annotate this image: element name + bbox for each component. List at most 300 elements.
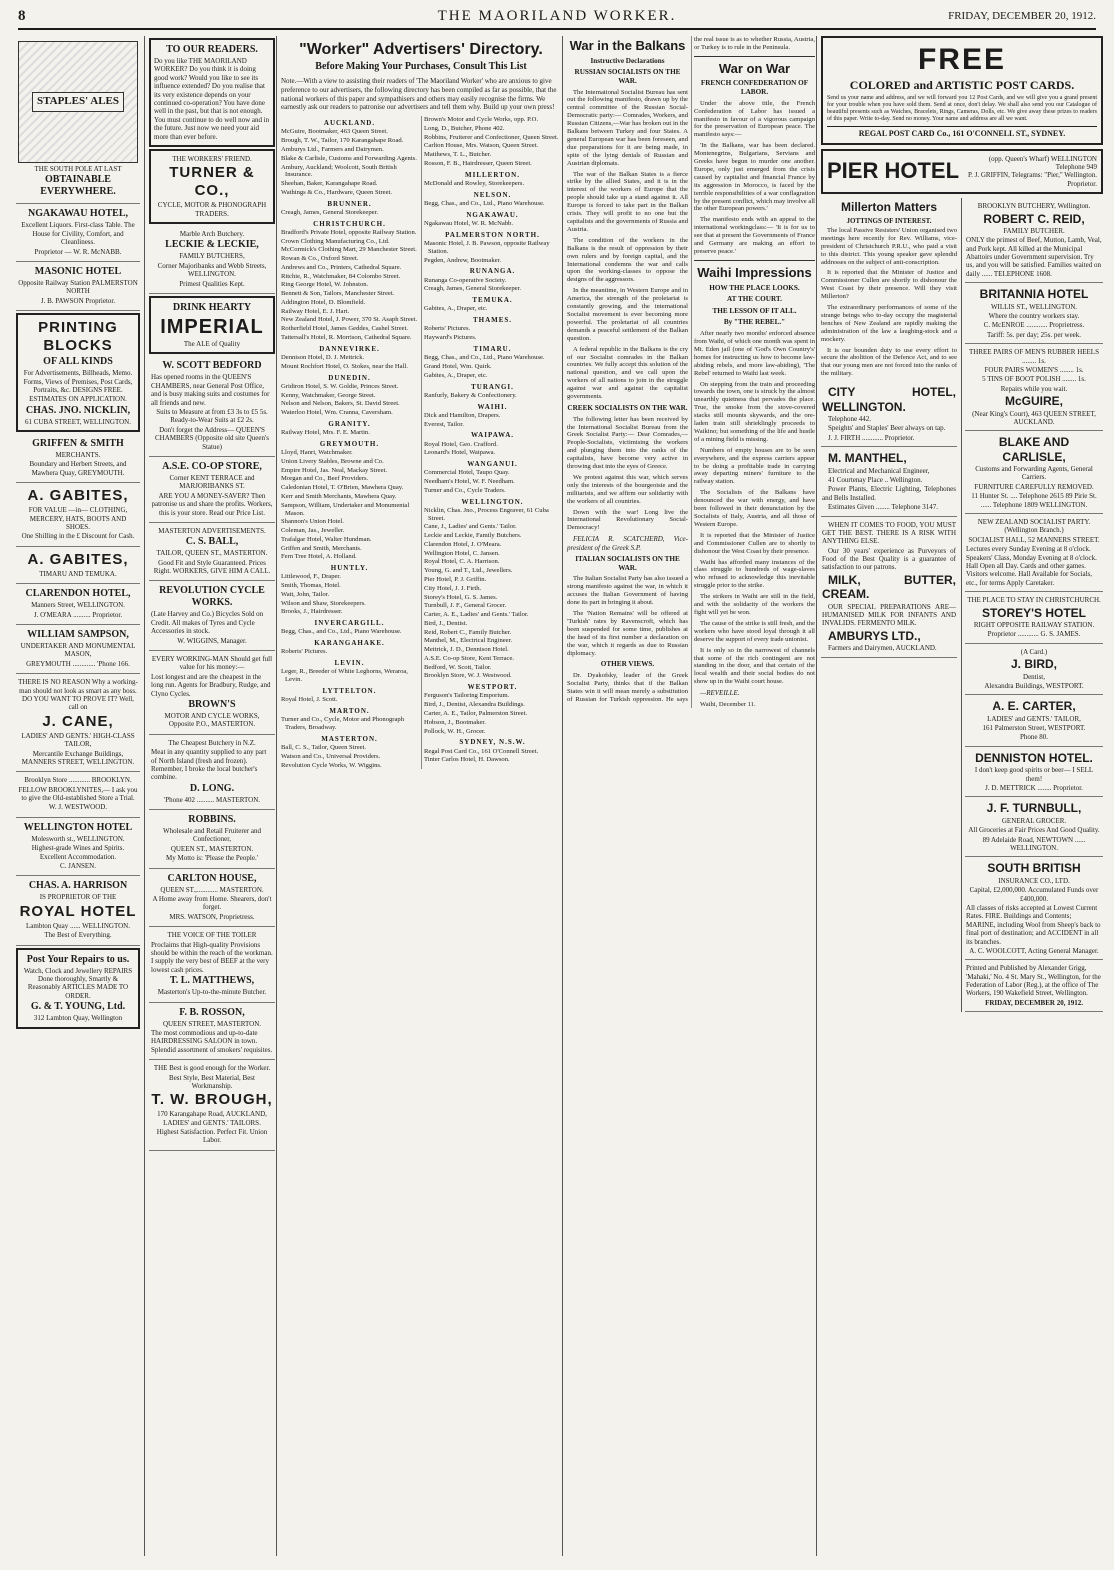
amburys-name: AMBURYS LTD., xyxy=(828,628,921,643)
directory-town-heading: TEMUKA. xyxy=(472,296,513,305)
article-paragraph: Waihi has afforded many instances of the class struggle to hundreds of wage-slaves who refused to acknowledge this inevitable struggle prior to the strike. xyxy=(694,558,815,590)
leckie-butchery-ad xyxy=(149,226,275,294)
article-paragraph: 'In the Balkans, war has been declared. Montenegrins, Bulgarians, Servians and Greeks have begun to murder one another. Europe, only just emerged from the crisis caused by capitalist and financial France by its aggression in Morocco, is faced by the terrible responsibilities of a war conflagration by the present conflict, which may involve all the other European powers.' xyxy=(694,142,815,213)
newspaper-title: THE MAORILAND WORKER. xyxy=(437,8,677,24)
blake-name: BLAKE AND CARLISLE, xyxy=(998,435,1070,464)
wellington-hotel-address: Molesworth st., WELLINGTON. xyxy=(31,834,125,843)
long-name: D. LONG. xyxy=(189,782,235,794)
directory-entry: Nelson and Nelson, Bakers, St. David Street. xyxy=(281,400,400,408)
westwood-store-ad xyxy=(16,772,140,818)
directory-entry: Empire Hotel, Jas. Neal, Mackay Street. xyxy=(281,466,388,474)
directory-entry: Revolution Cycle Works, W. Wiggins. xyxy=(281,761,382,769)
directory-entry: McDonald and Rowley, Storekeepers. xyxy=(424,180,525,188)
bedford-tailor-ad xyxy=(149,356,275,457)
waronwar-paragraphs xyxy=(694,100,815,256)
directory-entry: Union Livery Stables, Browne and Co. xyxy=(281,457,384,465)
browns-motor-ad xyxy=(149,651,275,735)
directory-town-heading: INVERCARGILL. xyxy=(314,619,385,628)
directory-entry: Wathings & Co., Hardware, Queen Street. xyxy=(281,188,392,196)
carlton-name: CARLTON HOUSE, xyxy=(167,872,257,884)
article-paragraph: The Socialists of the Balkans have denounced the war with energy, and have been followed in their denunciation by the Socialists of Italy, Austria, and all those of Western Europe. xyxy=(694,489,815,528)
rosson-text: The most commodious and up-to-date HAIRDRESSING SALOON in town. Splendid assortment of smokers' requisites. xyxy=(151,1028,273,1054)
britannia-prop: C. McENROE ............ Proprietress. xyxy=(983,321,1085,330)
directory-entry: Railway Hotel, Mrs. F. E. Martin. xyxy=(281,429,370,437)
balkans-paragraphs xyxy=(567,89,688,401)
brough-text: Best Style, Best Material, Best Workmanship. xyxy=(169,1073,255,1090)
free-headline: FREE xyxy=(917,43,1006,76)
bird-name: J. BIRD, xyxy=(1011,657,1058,672)
directory-entry: Roberts' Pictures. xyxy=(424,325,471,333)
articles-column xyxy=(562,36,815,1556)
leckie-address: Corner Majoribanks and Webb Streets, WELLINGTON. xyxy=(157,261,267,279)
directory-town-heading: CHRISTCHURCH. xyxy=(313,219,386,228)
waihi-byline: By "THE REBEL." xyxy=(723,318,786,327)
amburys-milk: MILK, BUTTER, CREAM. xyxy=(822,572,957,602)
socialist-text: Lectures every Sunday Evening at 8 o'clock. Speakers' Class, Monday Evening at 8 o'clock. Hall Open all Day. Cards and other games. Visitors welcome. Hall Available for Socials, etc., for terms Apply Caretaker. xyxy=(966,545,1097,587)
directory-entry: Littlewood, F., Draper. xyxy=(281,573,341,581)
article-paragraph: The Italian Socialist Party has also issued a strong manifesto against the war, in which it accuses the Italian Government of having done its part in bringing it about. xyxy=(567,575,688,607)
socialist-party-ad xyxy=(965,514,1103,592)
balkans-article xyxy=(567,36,815,708)
turner-co-ad xyxy=(149,149,275,224)
brough-tailor-ad xyxy=(149,1060,275,1151)
brough-lead: THE Best is good enough for the Worker. xyxy=(153,1064,271,1073)
article-paragraph: It is our bounden duty to use every effort to secure the abolition of the Defence Act, and to see that our young men are not forced into the ranks of the military. xyxy=(821,346,958,378)
directory-entry: Brooks, J., Hairdresser. xyxy=(281,608,343,616)
amburys-text: Our 30 years' experience as Purveyors of Food of the Best Quality is a guarantee of satisfaction to our patrons. xyxy=(822,546,957,572)
directory-entry: Manthel, M., Electrical Engineer. xyxy=(424,637,513,645)
repairs-name: G. & T. YOUNG, Ltd. xyxy=(30,1001,126,1013)
directory-entry: Watt, John, Tailor. xyxy=(281,590,330,598)
directory-entry: Gridiron Hotel, S. W. Goldie, Princes Street. xyxy=(281,382,399,390)
wiggins-name: REVOLUTION CYCLE WORKS. xyxy=(159,585,265,609)
balkans-sub3: CREEK SOCIALISTS ON THE WAR. xyxy=(567,403,688,412)
directory-entry: Pier Hotel, P. J. Griffin. xyxy=(424,576,487,583)
directory-entry: Addington Hotel, D. Blomfield. xyxy=(281,298,366,306)
long-text: Meat in any quantity supplied to any part of North Island (fresh and frozen). Remember, I broke the local butcher's combine. xyxy=(151,748,267,782)
directory-town-heading: WESTPORT. xyxy=(467,683,518,692)
leckie-tag: Primest Qualities Kept. xyxy=(179,279,245,288)
directory-entry: Creagh, James, General Storekeeper. xyxy=(281,208,379,216)
directory-town-heading: NGAKAWAU. xyxy=(466,210,519,219)
directory-town-heading: TIMARU. xyxy=(473,344,512,353)
gabites-address-2: TIMARU AND TEMUKA. xyxy=(39,569,117,578)
balkans-sub4: ITALIAN SOCIALISTS ON THE WAR. xyxy=(575,555,680,572)
robbins-ad xyxy=(149,810,275,869)
directory-entry: Bedford, W. Scott, Tailor. xyxy=(424,663,492,671)
directory-entry: McCormick's Clothing Mart, 29 Manchester Street. xyxy=(281,246,417,254)
reid-butchery-ad xyxy=(965,198,1103,283)
column-2-advertisements xyxy=(144,36,275,1556)
griffen-sub: MERCHANTS. xyxy=(55,451,101,460)
manthel-ad xyxy=(821,447,957,516)
boots-line1: THREE PAIRS OF MEN'S RUBBER HEELS ........ 1s. xyxy=(969,348,1099,365)
article-paragraph: It is reported that the Minister of Justice and Commissioner Cullen are to shortly to dishonour the West Coast by their presence. xyxy=(694,531,815,555)
leckie-lead: Marble Arch Butchery. xyxy=(179,230,245,239)
clarendon-hotel-ad xyxy=(16,584,140,625)
directory-town-heading: WAIHI. xyxy=(477,402,508,411)
harrison-name: CHAS. A. HARRISON xyxy=(28,880,128,892)
wellington-hotel-prop: C. JANSEN. xyxy=(60,862,96,871)
wellington-hotel-text: Highest-grade Wines and Spirits. Excellent Accommodation. xyxy=(31,844,125,861)
imperial-tag: The ALE of Quality xyxy=(183,340,241,349)
directory-entry: Carlton House, Mrs. Watson, Queen Street. xyxy=(424,142,539,150)
imprint-date: FRIDAY, DECEMBER 20, 1912. xyxy=(985,998,1083,1007)
matthews-address: Masterton's Up-to-the-minute Butcher. xyxy=(157,988,267,997)
matthews-lead: THE VOICE OF THE TOILER xyxy=(167,931,257,940)
directory-town-heading: KARANGAHAKE. xyxy=(314,639,385,648)
directory-entry: Cane, J., Ladies' and Gents.' Tailor. xyxy=(424,523,517,531)
printing-estimates: ESTIMATES ON APPLICATION. xyxy=(29,395,127,404)
blake-address: 11 Hunter St. .... Telephone 2615 89 Pirie St. ...... Telephone 1809 WELLINGTON. xyxy=(971,492,1097,509)
robbins-name: ROBBINS. xyxy=(188,814,236,826)
directory-entry: Pegden, Andrew, Bootmaker. xyxy=(424,256,502,264)
directory-entry: Ball, C. S., Tailor, Queen Street. xyxy=(281,744,367,752)
waihi-sub2: AT THE COURT. xyxy=(727,295,782,304)
directory-entry: Begg, Chas., and Co., Ltd., Piano Warehouse. xyxy=(424,354,545,362)
directory-town-heading: NELSON. xyxy=(473,190,512,199)
directory-town-heading: LEVIN. xyxy=(334,659,365,668)
south-british-sub: INSURANCE CO., LTD. xyxy=(998,876,1070,885)
browns-lead: EVERY WORKING-MAN Should get full value for his money:— xyxy=(151,655,273,672)
masonic-proprietor: J. B. PAWSON Proprietor. xyxy=(40,296,116,305)
balkans-paragraphs-3 xyxy=(567,575,688,657)
griffen-smith-ad xyxy=(16,434,140,483)
waronwar-title: War on War xyxy=(718,60,791,76)
printing-sub: OF ALL KINDS xyxy=(43,356,113,368)
waihi-title: Waihi Impressions xyxy=(697,264,812,280)
ngakawau-text: Excellent Liquors. First-class Table. The House for Civility, Comfort, and Cleanliness. xyxy=(21,221,135,247)
robbins-address: QUEEN ST., MASTERTON. xyxy=(170,844,254,853)
imperial-ale-ad xyxy=(149,296,275,354)
directory-entry: Mount Rochfort Hotel, O. Stokes, near the Hall. xyxy=(281,362,408,370)
south-british-agent: A. C. WOOLCOTT, Acting General Manager. xyxy=(969,946,1099,955)
column-5-split xyxy=(821,198,1103,1012)
waihi-sub3: THE LESSON OF IT ALL. xyxy=(712,306,797,315)
directory-entry: Mettrick, J. D., Dennison Hotel. xyxy=(424,646,509,654)
directory-list xyxy=(281,116,561,769)
directory-entry: Begg, Chas., and Co., Ltd., Piano Warehouse. xyxy=(281,628,402,636)
article-paragraph: The manifesto ends with an appeal to the international workingclass:— 'It is for us to see that at present the Governments of France and Germany are making an effort to preserve peace.' xyxy=(694,216,815,255)
directory-entry: Sampson, William, Undertaker and Monumental Mason. xyxy=(281,501,410,517)
waihi-paragraphs xyxy=(694,330,815,686)
harrison-tag: The Best of Everything. xyxy=(44,931,112,940)
turnbull-name: J. F. TURNBULL, xyxy=(986,801,1082,816)
directory-entry: Long, D., Butcher, Phone 402. xyxy=(424,124,505,132)
directory-entry: Trafalgar Hotel, Walter Hundman. xyxy=(281,535,372,543)
directory-entry: Carter, A. E., Tailor, Palmerston Street. xyxy=(424,709,528,717)
wellington-hotel-ad xyxy=(16,818,140,877)
turnbull-text: All Groceries at Fair Prices And Good Quality. xyxy=(968,826,1100,835)
leckie-sub: FAMILY BUTCHERS, xyxy=(179,252,245,261)
rosson-name: F. B. ROSSON, xyxy=(179,1006,245,1018)
pier-hotel-ad xyxy=(821,149,1103,195)
boots-line2: FOUR PAIRS WOMEN'S ........ 1s. xyxy=(984,365,1084,374)
britannia-name: BRITANNIA HOTEL xyxy=(979,287,1089,302)
directory-entry: Ferguson's Tailoring Emporium. xyxy=(424,692,510,700)
bird-card: (A Card.) xyxy=(1020,647,1048,656)
directory-entry: Creagh, James, General Storekeeper. xyxy=(424,285,522,293)
turner-name: TURNER & CO., xyxy=(169,164,255,200)
column-5 xyxy=(816,36,1103,1556)
carlton-prop: MRS. WATSON, Proprietress. xyxy=(169,912,255,921)
cane-address: Mercantile Exchange Buildings, MANNERS STREET, WELLINGTON. xyxy=(21,749,135,766)
amburys-address: Farmers and Dairymen, AUCKLAND. xyxy=(828,644,937,653)
waronwar-sub: FRENCH CONFEDERATION OF LABOR. xyxy=(700,79,809,97)
south-british-capital: Capital, £2,000,000. Accumulated Funds over £400,000. xyxy=(969,886,1099,903)
directory-entry: Dennison Hotel, D. J. Mettrick. xyxy=(281,354,365,362)
article-paragraph: The condition of the workers in the Balkans is the result of oppression by their own rulers and by foreign capital, and the International condemns the war and calls upon the working-classes to oppose the designs of the aggressors. xyxy=(567,236,688,284)
directory-entry: Turner and Co., Cycle Traders. xyxy=(424,486,506,494)
carlton-house-ad xyxy=(149,869,275,928)
directory-entry: Wilson and Shaw, Storekeepers. xyxy=(281,599,366,607)
millerton-article xyxy=(821,198,957,1012)
pier-prop: P. J. GRIFFIN, Telegrams: "Pier," Wellington. Proprietor. xyxy=(968,171,1097,188)
readers-title: TO OUR READERS. xyxy=(166,44,258,55)
directory-entry: Pollock, W. H., Grocer. xyxy=(424,727,486,735)
imperial-lead: DRINK HEARTY xyxy=(172,302,252,314)
mcguire-boots-ad xyxy=(965,344,1103,431)
carter-name: A. E. CARTER, xyxy=(992,699,1076,714)
directory-entry: Leonard's Hotel, Waipawa. xyxy=(424,449,496,457)
balkans-title: War in the Balkans xyxy=(569,38,686,53)
staples-illustration xyxy=(18,41,138,163)
waihi-sub: HOW THE PLACE LOOKS. xyxy=(709,283,800,292)
harrison-text: IS PROPRIETOR OF THE xyxy=(39,893,117,902)
ase-address: Corner KENT TERRACE and MARJORIBANKS ST. xyxy=(169,473,255,491)
article-paragraph: It is reported that the Minister of Justice and Commissioner Cullen are shortly to dishonour the West Coast by their presence. Will they visit Millerton? xyxy=(821,269,958,301)
directory-entry: Blake & Carlisle, Customs and Forwarding Agents. xyxy=(281,154,417,162)
directory-entry: Royal Hotel, Geo. Crafford. xyxy=(424,440,498,448)
directory-entry: Matthews, T. L., Butcher. xyxy=(424,151,492,159)
directory-entry: McGuire, Bootmaker, 463 Queen Street. xyxy=(281,128,388,136)
directory-entry: Ritchie, R., Watchmaker, 84 Colombo Street. xyxy=(281,272,401,280)
bird-address: Alexandra Buildings, WESTPORT. xyxy=(984,681,1084,690)
directory-town-heading: TURANGI. xyxy=(471,382,514,391)
repairs-address: 312 Lambton Quay, Wellington xyxy=(33,1014,123,1023)
directory-entry: Amburys Ltd., Farmers and Dairymen. xyxy=(281,145,384,153)
britannia-address: WILLIS ST., WELLINGTON. xyxy=(990,302,1078,311)
reid-sub: FAMILY BUTCHER. xyxy=(1003,226,1065,235)
directory-entry: Kenny, Watchmaker, George Street. xyxy=(281,391,376,399)
directory-entry: Coleman, Jas., Jeweller. xyxy=(281,527,345,535)
directory-entry: Caledonian Hotel, T. O'Brien, Mawhera Quay. xyxy=(281,484,404,492)
directory-entry: Morgan and Co., Beef Providers. xyxy=(281,475,369,483)
storeys-lead: THE PLACE TO STAY IN CHRISTCHURCH. xyxy=(967,596,1101,605)
matthews-text: Proclaims that High-quality Provisions should be within the reach of the workman. I supply the very best of BEEF at the very lowest cash prices. xyxy=(151,940,273,974)
article-paragraph: We protest against this war, which serves only the interests of the bourgeoisie and the militarists, and we affirm our solidarity with the workers of all countries. xyxy=(567,473,688,505)
printing-title: PRINTING BLOCKS xyxy=(38,319,118,355)
reid-text: ONLY the primest of Beef, Mutton, Lamb, Veal, and Pork kept. All killed at the Municipal Abattoirs under Government supervision. Try us, and you will be satisfied. Families waited on daily ...... TELEPHONE 1608. xyxy=(966,236,1102,278)
bedford-tag: Don't forget the Address— QUEEN'S CHAMBERS (Opposite old site Queen's Statue) xyxy=(154,425,270,451)
manthel-address: 41 Courtenay Place .. Wellington. xyxy=(828,475,923,484)
free-postcards-ad xyxy=(821,36,1103,145)
directory-entry: Railway Hotel, E. J. Hart. xyxy=(281,307,350,315)
ase-coop-store-ad xyxy=(149,457,275,523)
britannia-text: Where the country workers stay. xyxy=(988,312,1080,321)
directory-entry: Kerr and Smith Merchants, Mawhera Quay. xyxy=(281,492,397,500)
rosson-hairdresser-ad xyxy=(149,1003,275,1061)
article-paragraph: After nearly two months' enforced absence from Waihi, of which one month was spent in Mt. Eden jail (one of 'God's Own Country's' homes for instructing us how to become law-abiding rebels, and more law-abiding), 'The Rebel' returned to Waihi last week. xyxy=(694,330,815,377)
article-paragraph: Down with the war! Long live the International Revolutionary Social-Democracy! xyxy=(567,508,688,532)
directory-entry: Regal Post Card Co., 161 O'Connell Street. xyxy=(424,747,539,755)
directory-entry: Carter, A. E., Ladies' and Gents.' Tailor. xyxy=(424,611,529,619)
cane-lead: THERE IS NO REASON Why a working-man should not look as smart as any boss. DO YOU WANT TO PROVE IT? Well, call on xyxy=(18,678,138,712)
griffen-name: GRIFFEN & SMITH xyxy=(32,438,124,450)
denniston-prop: J. D. METTRICK ........ Proprietor. xyxy=(985,784,1083,793)
turner-lead: THE WORKERS' FRIEND. xyxy=(172,154,252,163)
imprint-text: Printed and Published by Alexander Grigg, 'Mahaki,' No. 4 St. Mary St., Wellington, for the Federation of Labor (Reg.), at the office of The Workers, 190 Wakefield Street, Wellington. xyxy=(966,964,1101,998)
millerton-paragraphs xyxy=(821,227,957,378)
article-paragraph: Numbers of empty houses are to be seen everywhere, and the express carriers appear to be doing a profitable trade in carrying away departing miners' furniture to the railway station. xyxy=(694,446,815,486)
directory-entry: Ring George Hotel, W. Johnston. xyxy=(281,281,369,289)
sampson-address: GREYMOUTH ............. 'Phone 166. xyxy=(26,659,130,668)
directory-entry: Gabites, A., Draper, etc. xyxy=(424,371,488,379)
brough-name: T. W. BROUGH, xyxy=(151,1091,273,1109)
directory-entry: Brooklyn Store, W. J. Westwood. xyxy=(424,672,512,680)
directory-town-heading: SYDNEY, N.S.W. xyxy=(459,738,526,747)
directory-entry: City Hotel, J. J. Firth. xyxy=(424,584,482,592)
south-british-text: All classes of risks accepted at Lowest Current Rates. FIRE. Buildings and Contents; MARINE, including Wool from Sheep's back to final port of destination; and ACCIDENT in all its branches. xyxy=(966,903,1101,946)
turnbull-address: 89 Adelaide Road, NEWTOWN ...... WELLINGTON. xyxy=(982,835,1086,852)
directory-entry: Commercial Hotel, Taupo Quay. xyxy=(424,469,510,477)
balkans-signature: FELICIA R. SCATCHERD, Vice-president of the Greek S.P. xyxy=(567,535,688,552)
westwood-text: FELLOW BROOKLYNITES,— I ask you to give the Old-established Store a Trial. xyxy=(18,785,138,803)
pier-phone: Telephone 949 xyxy=(1055,162,1097,171)
directory-town-heading: WANGANUI. xyxy=(467,460,518,469)
masonic-name: MASONIC HOTEL xyxy=(34,265,122,277)
directory-entry: Bennett & Son, Tailors, Manchester Street. xyxy=(281,290,395,298)
balkans-sub2: RUSSIAN SOCIALISTS ON THE WAR. xyxy=(574,68,681,85)
article-paragraph: Under the above title, the French Confederation of Labor has issued a manifesto in favour of a vigorous campaign for the preservation of European peace. The manifesto says:— xyxy=(694,99,815,139)
directory-town-heading: DUNEDIN. xyxy=(328,373,371,382)
city-text: Speights' and Staples' Beer always on tap. xyxy=(828,424,946,433)
turner-text: CYCLE, MOTOR & PHONOGRAPH TRADERS. xyxy=(157,201,267,218)
long-address: 'Phone 402 .......... MASTERTON. xyxy=(164,795,260,804)
mcguire-address: (Near King's Court), 463 QUEEN STREET, AUCKLAND. xyxy=(972,409,1096,426)
directory-entry: Dick and Hamilton, Drapers. xyxy=(424,411,501,419)
readers-text: Do you like THE MAORILAND WORKER? Do you think it is doing good work? Would you like to see its influence extended? Do you realise that its very existence depends on your continued co-operation? You have done well in the past, but that is not enough. You must continue to do well now and in the future. Just now we need your aid more than ever before. xyxy=(154,57,270,141)
directory-entry: Turner and Co., Cycle, Motor and Phonograph Traders, Broadway. xyxy=(281,716,405,732)
carter-address: 161 Palmerston Street, WESTPORT. xyxy=(982,724,1086,733)
directory-entry: Watson and Co., Universal Providers. xyxy=(281,752,381,760)
sampson-name: WILLIAM SAMPSON, xyxy=(27,628,129,640)
column-5-ads xyxy=(961,198,1103,1012)
article-paragraph: Dr. Dyakofsky, leader of the Greek Socialist Party, thinks that if the Balkan States win it will mean merely a substitution of Russian for Turkish oppression. He says the real issue is as to whether Russia, Austria, or Turkey is to rule in the Peninsula. xyxy=(567,36,815,703)
column-1-advertisements xyxy=(16,36,140,1556)
matthews-butcher-ad xyxy=(149,927,275,1002)
directory-entry: Bird, J., Dentist, Alexandra Buildings. xyxy=(424,701,525,709)
carlton-address: QUEEN ST.,............ MASTERTON. xyxy=(160,885,264,894)
browns-name: BROWN'S xyxy=(188,698,236,710)
to-our-readers-notice xyxy=(149,38,275,147)
article-paragraph: In the meantime, in Western Europe and in America, the strength of the proletariat is constantly growing, and the international Socialist movement is ever becoming more powerful. The proletariat of all countries demands a peaceful settlement of the Balkan question. xyxy=(567,287,688,342)
article-paragraph: A federal republic in the Balkans is the cry of our Socialist comrades in the Balkan countries. We fully accept this solution of the national question, and we call upon the workers of all nations to join in the struggle against war and against the capitalist governments. xyxy=(567,345,688,401)
directory-entry: Brown's Motor and Cycle Works, opp. P.O. xyxy=(424,116,539,124)
robbins-tag: My Motto is: 'Please the People.' xyxy=(166,854,258,863)
directory-entry: Fern Tree Hotel, A. Holland. xyxy=(281,553,357,561)
city-prop: J. J. FIRTH ............ Proprietor. xyxy=(828,433,915,442)
balkans-sub1: Instructive Declarations xyxy=(590,56,665,65)
wiggins-text: (Late Harvey and Co.) Bicycles Sold on Credit. All makes of Tyres and Cycle Accessories in stock. xyxy=(151,610,264,636)
ase-name: A.S.E. CO-OP STORE, xyxy=(162,460,262,472)
directory-town-heading: BRUNNER. xyxy=(327,199,372,208)
long-lead: The Cheapest Butchery in N.Z. xyxy=(168,738,256,747)
directory-subtitle: Before Making Your Purchases, Consult This List xyxy=(315,61,527,73)
storeys-name: STOREY'S HOTEL xyxy=(982,605,1086,620)
pier-name: PIER HOTEL xyxy=(827,158,960,184)
directory-entry: Ranfurly, Bakery & Confectionery. xyxy=(424,391,517,399)
directory-entry: Reid, Robert C., Family Butcher. xyxy=(424,628,512,636)
sampson-sub: UNDERTAKER AND MONUMENTAL MASON, xyxy=(20,641,136,659)
directory-town-heading: PALMERSTON NORTH. xyxy=(445,230,540,239)
amburys-ad xyxy=(821,517,957,658)
article-paragraph: The local Passive Resisters' Union organised two meetings here recently for Rev. Williams, vice-president of Christchurch P.R.U., who paid a visit to this district. This young speaker gave splendid addresses on the subject of anti-conscription. xyxy=(821,226,958,266)
griffen-address: Boundary and Herbert Streets, and Mawhera Quay, GREYMOUTH. xyxy=(29,460,127,477)
bedford-name: W. SCOTT BEDFORD xyxy=(162,360,262,372)
carlton-text: A Home away from Home. Shearers, don't forget. xyxy=(152,895,272,912)
repairs-text: Watch, Clock and Jewellery REPAIRS Done thoroughly, Smartly & Reasonably ARTICLES MADE TO ORDER. xyxy=(23,966,133,1000)
directory-town-heading: MILLERTON. xyxy=(465,170,520,179)
printing-name: CHAS. JNO. NICKLIN, xyxy=(25,404,131,416)
balkans-paragraphs-2 xyxy=(567,416,688,533)
ball-lead: MASTERTON ADVERTISEMENTS. xyxy=(158,526,266,535)
directory-town-heading: WELLINGTON. xyxy=(461,497,524,506)
gabites-sub: FOR VALUE —in— CLOTHING, MERCERY, HATS, BOOTS AND SHOES. xyxy=(28,506,128,532)
bird-dentist-ad xyxy=(965,644,1103,696)
long-butchery-ad xyxy=(149,735,275,810)
directory-entry: Leger, R., Breeder of White Leghorns, Weraroa, Levin. xyxy=(281,668,408,684)
south-british-ad xyxy=(965,857,1103,960)
directory-entry: Storey's Hotel, G. S. James. xyxy=(424,593,498,601)
free-footer: REGAL POST CARD Co., 161 O'CONNELL ST., SYDNEY. xyxy=(827,126,1097,139)
denniston-hotel-ad xyxy=(965,747,1103,798)
ball-sub: TAILOR, QUEEN ST., MASTERTON. xyxy=(156,549,268,558)
directory-entry: Andrews and Co., Printers, Cathedral Square. xyxy=(281,263,402,271)
directory-entry: Young, G. and T., Ltd., Jewellers. xyxy=(424,567,513,575)
bedford-text: Has opened rooms in the QUEEN'S CHAMBERS, near General Post Office, and is busy making suits and costumes for all friends and new. xyxy=(151,373,270,407)
brough-address: 170 Karangahape Road, AUCKLAND, LADIES' and GENTS.' TAILORS. xyxy=(157,1110,267,1127)
directory-entry: Runanga Co-operative Society. xyxy=(424,276,507,284)
staples-tag: OBTAINABLE EVERYWHERE. xyxy=(40,174,116,198)
free-text: Send us your name and address, and we will forward you 12 Post Cards, and we will give you a grand present for your trouble when you have sold them. Send at once, don't delay. We shall also send you our Catalogue of beautiful presents such as Watches, Bracelets, Rings, Cameras, Dolls, etc. We give away these prizes to readers of this paper. Write to-day. Send no money. Your name and address are all we want. xyxy=(827,95,1097,123)
browns-text: Lost longest and are the cheapest in the long run. Agents for Bradbury, Rudge, and Clyno Cycles. xyxy=(151,672,271,698)
wellington-hotel-name: WELLINGTON HOTEL xyxy=(23,821,133,833)
printing-blocks-ad xyxy=(16,313,140,432)
turnbull-sub: GENERAL GROCER. xyxy=(1001,816,1067,825)
westwood-name: W. J. WESTWOOD. xyxy=(48,803,108,812)
directory-entry: Grand Hotel, Wm. Quirk. xyxy=(424,362,492,370)
directory-town-heading: GRANITY. xyxy=(328,419,371,428)
article-paragraph: It is only so in the narrowest of channels that some of the rich contingent are not standing in the door, and that certain of the local wealth and their social bodies do not show up in the Waihi court house. xyxy=(694,646,815,686)
directory-town-heading: MARTON. xyxy=(329,707,370,715)
directory-town-heading: HUNTLY. xyxy=(330,564,369,573)
directory-entry: Ambury, Auckland; Woolcott, South British Insurance. xyxy=(281,163,397,179)
amburys-lead: WHEN IT COMES TO FOOD, YOU MUST GET THE BEST. THERE IS A RISK WITH ANYTHING ELSE. xyxy=(822,520,957,546)
directory-entry: Waterloo Hotel, Wm. Cranna, Caversham. xyxy=(281,409,393,417)
clarendon-proprietor: J. O'MEARA .......... Proprietor. xyxy=(33,610,123,619)
directory-entry: Nicklin, Chas. Jno., Process Engraver, 61 Cuba Street. xyxy=(424,506,549,522)
bedford-offer: Suits to Measure at from £3 3s to £5 5s. Ready-to-Wear Suits at £2 2s. xyxy=(156,407,268,425)
ngakawau-name: NGAKAWAU HOTEL, xyxy=(27,208,128,220)
directory-entry: New Zealand Hotel, J. Power, 370 St. Asaph Street. xyxy=(281,316,418,324)
carter-phone: Phone 80. xyxy=(1020,733,1048,742)
advertisers-directory xyxy=(276,36,561,1556)
gabites-name: A. GABITES, xyxy=(27,487,129,505)
ball-name: C. S. BALL, xyxy=(185,536,239,548)
directory-entry: Smith, Thomas, Hotel. xyxy=(281,582,341,590)
manthel-name: M. MANTHEL, xyxy=(828,451,907,466)
